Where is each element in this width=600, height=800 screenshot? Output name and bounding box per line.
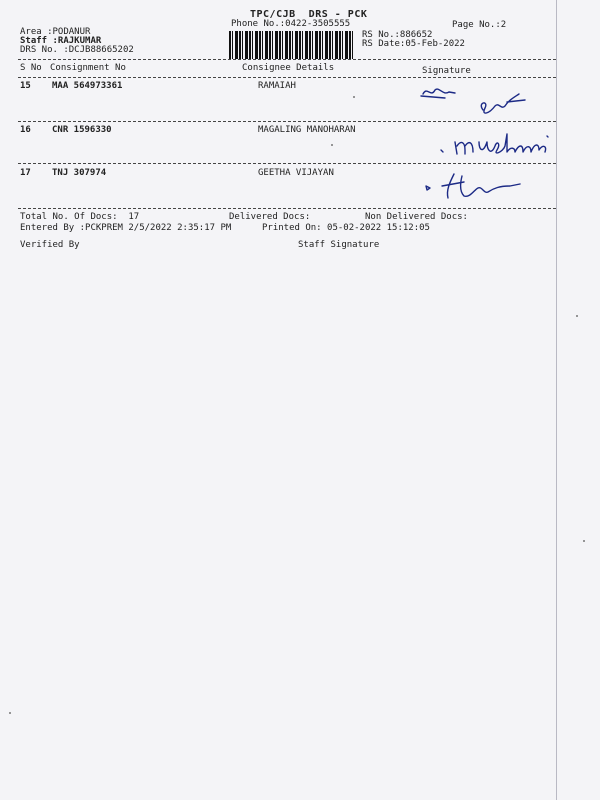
scan-speck xyxy=(576,315,578,317)
total-docs: Total No. Of Docs: 17 xyxy=(20,212,140,222)
printed-on: Printed On: 05-02-2022 15:12:05 xyxy=(262,223,430,233)
scan-speck xyxy=(583,540,585,542)
phone-number: Phone No.:0422-3505555 xyxy=(231,19,351,29)
page-edge-line xyxy=(556,0,557,800)
table-row-consignee: RAMAIAH xyxy=(258,81,296,91)
table-row-sno: 17 xyxy=(20,168,31,178)
page-number: Page No.:2 xyxy=(452,20,507,30)
drs-number: DRS No. :DCJB88665202 xyxy=(20,45,134,55)
table-row-sno: 16 xyxy=(20,125,31,135)
area-label: Area :PODANUR xyxy=(20,27,91,37)
table-row-consignee: MAGALING MANOHARAN xyxy=(258,125,356,135)
verified-by: Verified By xyxy=(20,240,80,250)
delivered-docs: Delivered Docs: xyxy=(229,212,311,222)
column-header-signature: Signature xyxy=(422,66,471,76)
scan-speck xyxy=(9,712,11,714)
column-header-consignment: Consignment No xyxy=(50,63,126,73)
document-title: TPC/CJB DRS - PCK xyxy=(250,9,368,20)
table-row-consignment: TNJ 307974 xyxy=(52,168,107,178)
signature-image xyxy=(435,128,553,164)
rs-date: RS Date:05-Feb-2022 xyxy=(362,39,465,49)
divider xyxy=(18,59,556,60)
scan-speck xyxy=(353,96,355,98)
table-row-consignment: CNR 1596330 xyxy=(52,125,112,135)
column-header-sno: S No xyxy=(20,63,42,73)
non-delivered-docs: Non Delivered Docs: xyxy=(365,212,468,222)
scan-speck xyxy=(331,144,333,146)
signature-image xyxy=(415,82,555,122)
staff-signature: Staff Signature xyxy=(298,240,380,250)
table-row-sno: 15 xyxy=(20,81,31,91)
divider xyxy=(18,121,556,122)
entered-by: Entered By :PCKPREM 2/5/2022 2:35:17 PM xyxy=(20,223,232,233)
divider xyxy=(18,77,556,78)
barcode-image xyxy=(229,31,353,59)
rs-number: RS No.:886652 xyxy=(362,30,433,40)
table-row-consignee: GEETHA VIJAYAN xyxy=(258,168,334,178)
divider xyxy=(18,163,556,164)
column-header-consignee: Consignee Details xyxy=(242,63,335,73)
signature-image xyxy=(420,168,530,202)
staff-label: Staff :RAJKUMAR xyxy=(20,36,102,46)
divider xyxy=(18,208,556,209)
table-row-consignment: MAA 564973361 xyxy=(52,81,123,91)
